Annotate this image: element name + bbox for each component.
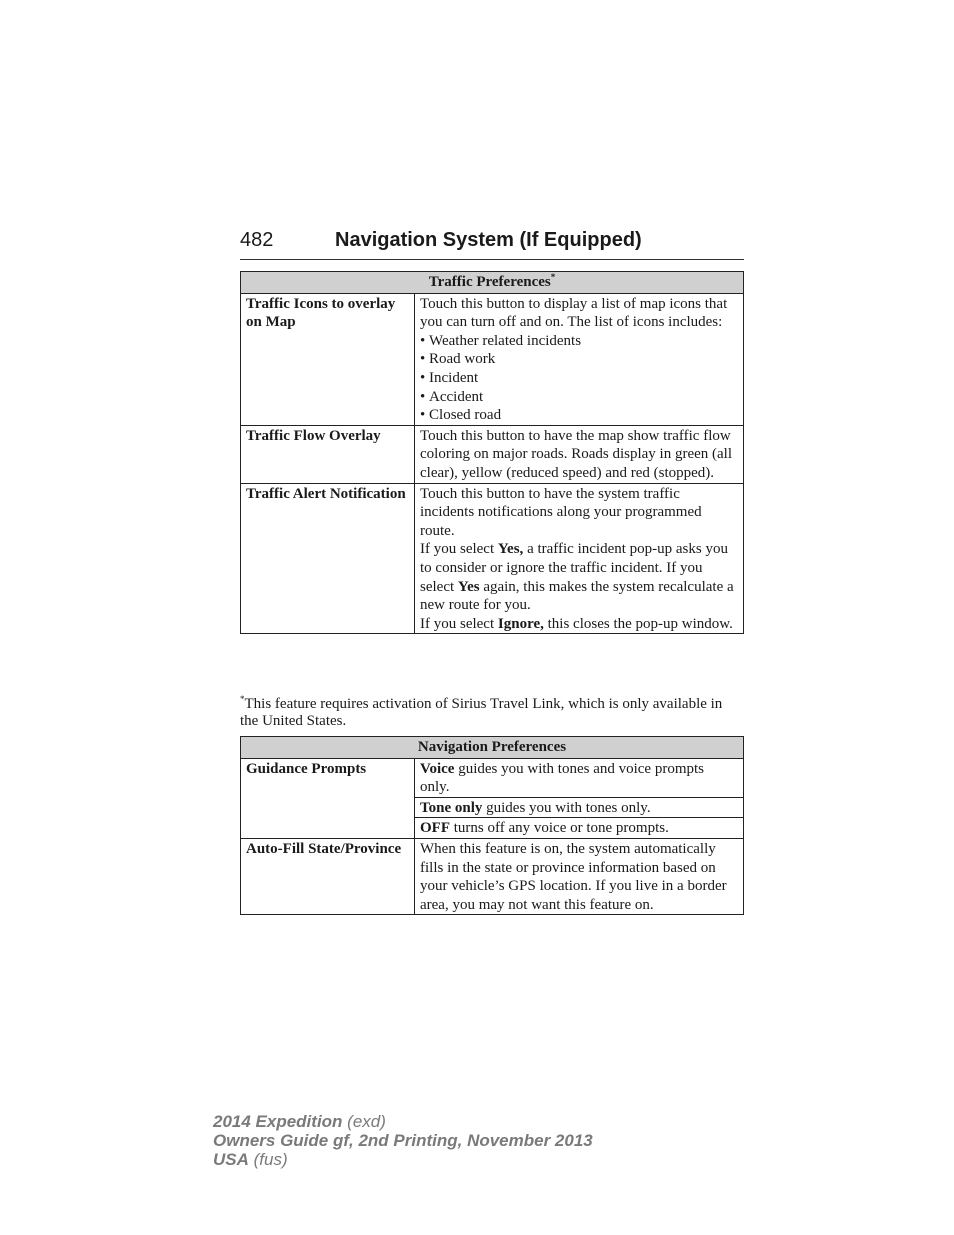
page-title: Navigation System (If Equipped)	[335, 229, 642, 251]
footer-region: USA	[213, 1150, 249, 1169]
row-label: Auto-Fill State/Province	[241, 838, 415, 914]
list-item: • Accident	[420, 388, 737, 407]
table-row	[241, 838, 744, 914]
row-description: Touch this button to display a list of map icons that you can turn off and on. The list of icons includes: • Weather related incidents • Road work • Incident • Accident • Closed road	[415, 293, 744, 425]
footnote-mark: *	[550, 272, 556, 282]
table-row	[241, 425, 744, 483]
page-header	[240, 229, 744, 260]
table-row	[241, 293, 744, 425]
list-item: • Incident	[420, 369, 737, 388]
list-item: • Closed road	[420, 406, 737, 425]
navigation-preferences-table	[240, 736, 744, 915]
footnote-mark: *	[240, 694, 245, 704]
footer-model: 2014 Expedition	[213, 1112, 343, 1131]
row-description: Touch this button to have the system traffic incidents notifications along your programmed route. If you select Yes, a traffic incident pop-up asks you to consider or ignore the traffic incident. If you select Yes again, this makes the system recalculate a new route for you. If you select Ignore, this closes the pop-up window.	[415, 483, 744, 634]
navigation-preferences-heading: Navigation Preferences	[241, 737, 744, 759]
row-description: Voice guides you with tones and voice prompts only.	[415, 758, 744, 797]
table-row	[241, 758, 744, 797]
list-item: • Weather related incidents	[420, 332, 737, 351]
traffic-preferences-heading: Traffic Preferences*	[241, 272, 744, 294]
footer-guide: Owners Guide gf, 2nd Printing, November 2013	[213, 1131, 593, 1150]
page-footer: 2014 Expedition (exd) Owners Guide gf, 2nd Printing, November 2013 USA (fus)	[213, 1112, 593, 1169]
row-label: Guidance Prompts	[241, 758, 415, 838]
footnote: *This feature requires activation of Sirius Travel Link, which is only available in the United States.	[240, 694, 723, 729]
row-label: Traffic Flow Overlay	[241, 425, 415, 483]
page-number: 482	[240, 229, 274, 251]
table-row	[241, 483, 744, 634]
traffic-preferences-table	[240, 271, 744, 634]
row-description: When this feature is on, the system automatically fills in the state or province information based on your vehicle’s GPS location. If you live in a border area, you may not want this feature on.	[415, 838, 744, 914]
row-description: Tone only guides you with tones only.	[415, 797, 744, 818]
row-description: OFF turns off any voice or tone prompts.	[415, 818, 744, 839]
row-label: Traffic Alert Notification	[241, 483, 415, 634]
list-item: • Road work	[420, 350, 737, 369]
row-description: Touch this button to have the map show traffic flow coloring on major roads. Roads display in green (all clear), yellow (reduced speed) and red (stopped).	[415, 425, 744, 483]
row-label: Traffic Icons to overlay on Map	[241, 293, 415, 425]
